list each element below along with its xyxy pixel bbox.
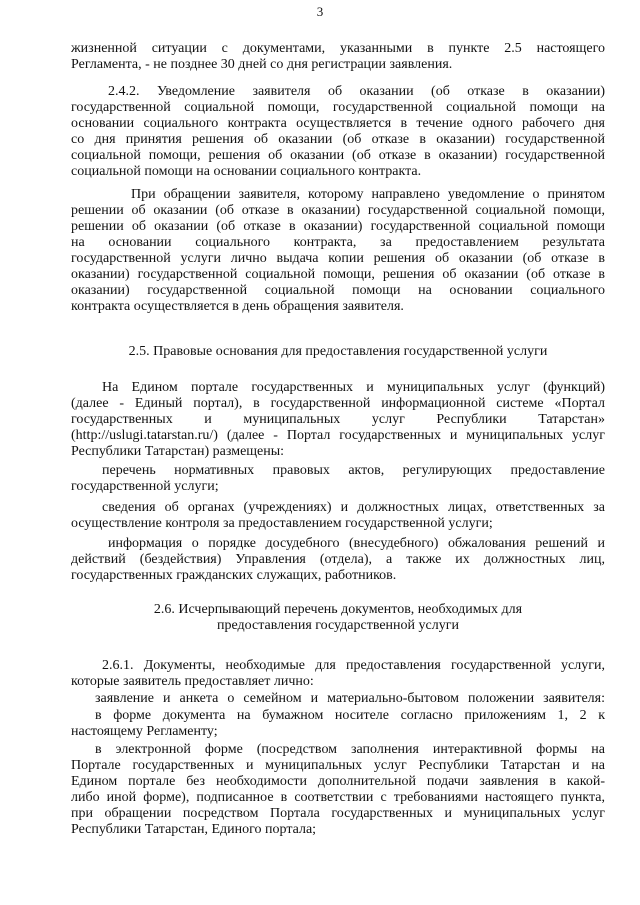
text-line: Республики Татарстан, Единого портала; (71, 822, 317, 837)
text-line: основании социального контракта осуществляется в течение одного рабочего дня (71, 116, 605, 131)
text-line: информация о порядке досудебного (внесудебного) обжалования решений и (108, 536, 605, 551)
section-heading-2-5 (71, 344, 605, 360)
text-line: решении об оказании (об отказе в оказании) государственной социальной помощи, (71, 203, 605, 218)
text-line: на основании социального контракта, за предоставлением результата (71, 235, 605, 250)
heading-line: 2.5. Правовые основания для предоставления государственной услуги (128, 344, 548, 359)
paragraph-applicant-request (71, 187, 605, 315)
text-line: в форме документа на бумажном носителе согласно приложениям 1, 2 к (95, 708, 605, 723)
text-line: социальной помощи, решения об оказании (об отказе в оказании) государственной (71, 148, 605, 163)
text-line: социальной помощи на основании социального контракта. (71, 164, 422, 179)
text-line: осуществление контроля за предоставлением государственной услуги; (71, 516, 493, 531)
text-line: Регламента, - не позднее 30 дней со дня регистрации заявления. (71, 57, 453, 72)
list-item-bodies (71, 500, 605, 532)
text-line: либо иной форме), подписанное в соответствии с требованиями настоящего пункта, (71, 790, 605, 805)
text-line: сведения об органах (учреждениях) и должностных лицах, ответственных за (102, 500, 605, 515)
heading-line: 2.6. Исчерпывающий перечень документов, необходимых для (153, 602, 523, 617)
list-item-legal-acts (71, 463, 605, 495)
page-number: 3 (316, 4, 324, 19)
paragraph-paper-form (71, 708, 605, 740)
text-line: в электронной форме (посредством заполнения интерактивной формы на (95, 742, 605, 757)
text-line: 2.6.1. Документы, необходимые для предоставления государственной услуги, (102, 658, 605, 673)
text-line: (далее - Единый портал), в государственной информационной системе «Портал (71, 396, 605, 411)
text-line: заявление и анкета о семейном и материально-бытовом положении заявителя: (95, 691, 605, 706)
text-line: При обращении заявителя, которому направлено уведомление о принятом (131, 187, 605, 202)
paragraph-2-4-2 (71, 84, 605, 180)
text-line: На Едином портале государственных и муниципальных услуг (функций) (102, 380, 605, 395)
text-line: Портале государственных и муниципальных услуг Республики Татарстан и на (71, 758, 605, 773)
text-line: решении об оказании (об отказе в оказании) государственной социальной помощи (71, 219, 605, 234)
text-line: оказании) государственной социальной помощи, решения об оказании (об отказе в (71, 267, 605, 282)
heading-line: предоставления государственной услуги (217, 618, 459, 633)
text-line: (http://uslugi.tatarstan.ru/) (далее - Портал государственных и муниципальных услуг (71, 428, 605, 443)
text-line: 2.4.2. Уведомление заявителя об оказании (об отказе в оказании) (108, 84, 605, 99)
text-line: оказании) государственной социальной помощи на основании социального (71, 283, 605, 298)
text-line: жизненной ситуации с документами, указанными в пункте 2.5 настоящего (71, 41, 605, 56)
paragraph-application (71, 691, 605, 707)
text-line: Едином портале без необходимости дополнительной подачи заявления в какой- (71, 774, 605, 789)
section-heading-2-6 (71, 602, 605, 634)
paragraph-2-6-1 (71, 658, 605, 690)
text-line: действий (бездействия) Управления (отдела), а также их должностных лиц, (71, 552, 605, 567)
text-line: государственной услуги; (71, 479, 219, 494)
text-line: государственных и муниципальных услуг Республики Татарстан» (71, 412, 605, 427)
paragraph-portal (71, 380, 605, 460)
text-line: контракта осуществляется в день обращения заявителя. (71, 299, 404, 314)
text-line: при обращении посредством Портала государственных и муниципальных услуг (71, 806, 605, 821)
text-line: государственной услуги лично выдача копии решения об оказании (об отказе в (71, 251, 605, 266)
text-line: со дня принятия решения об оказании (об отказе в оказании) государственной (71, 132, 605, 147)
paragraph-electronic-form (71, 742, 605, 838)
text-line: которые заявитель предоставляет лично: (71, 674, 314, 689)
text-line: государственных гражданских служащих, работников. (71, 568, 397, 583)
text-line: перечень нормативных правовых актов, регулирующих предоставление (102, 463, 605, 478)
text-line: государственной социальной помощи, государственной социальной помощи на (71, 100, 605, 115)
paragraph-continuation (71, 41, 605, 73)
list-item-appeal (71, 536, 605, 584)
text-line: настоящему Регламенту; (71, 724, 218, 739)
text-line: Республики Татарстан) размещены: (71, 444, 285, 459)
